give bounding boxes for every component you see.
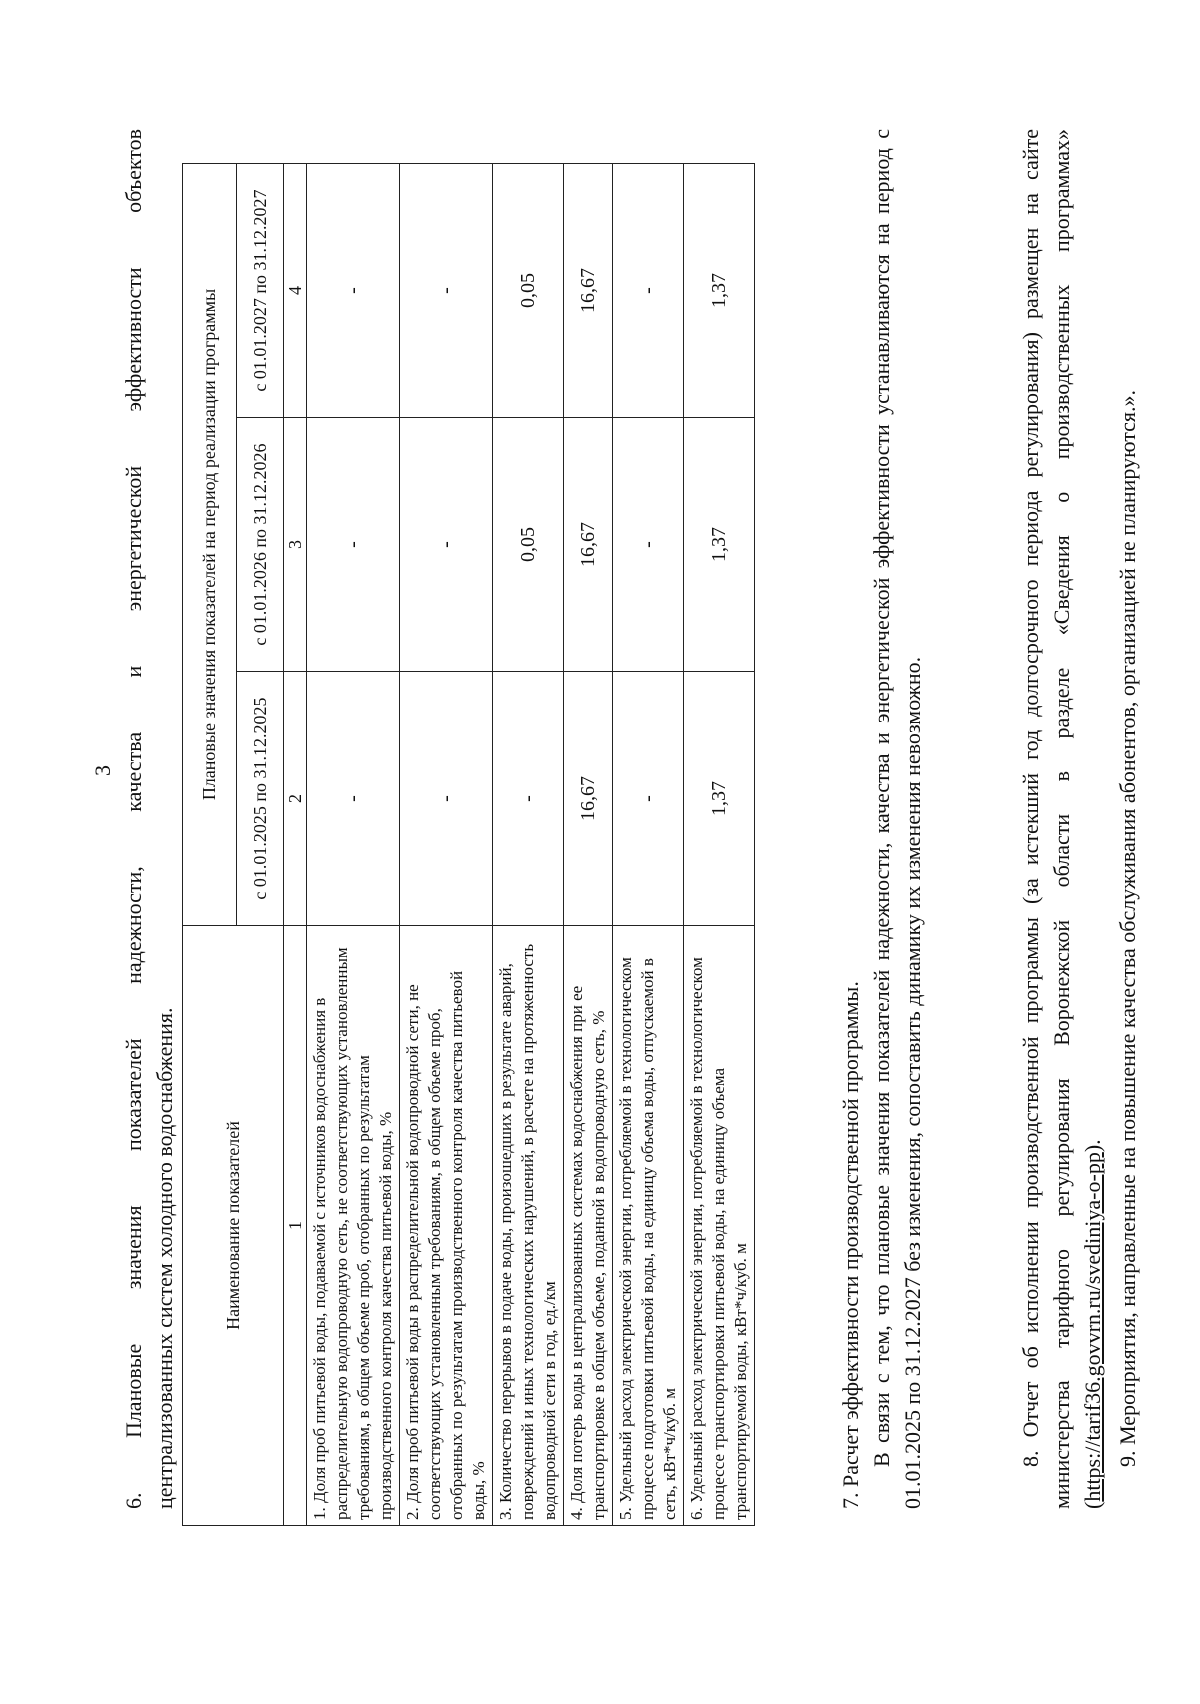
indicator-name: 3. Количество перерывов в подаче воды, произошедших в результате аварий, повреждений и иных технологических нарушений, в расчете на протяженность водопроводной сети в год, ед./км <box>493 926 564 1526</box>
section-6-heading-line1: 6. Плановые значения показателей надежности, качества и энергетической эффективности объектов <box>121 129 146 1509</box>
indicator-value: - <box>613 163 684 417</box>
table-row <box>493 163 564 1525</box>
header-period-2025: с 01.01.2025 по 31.12.2025 <box>236 672 283 926</box>
header-planned-values: Плановые значения показателей на период реализации программы <box>183 163 237 925</box>
section-8 <box>1015 129 1108 1509</box>
indicator-value: - <box>613 672 684 926</box>
indicator-name: 4. Доля потерь воды в централизованных системах водоснабжения при ее транспортировке в общем объеме, поданной в водопроводную сеть, % <box>564 926 613 1526</box>
indicator-value: - <box>307 672 400 926</box>
indicator-value: 0,05 <box>493 418 564 672</box>
table-row <box>307 163 400 1525</box>
section-8-tail: ). <box>1080 1139 1105 1153</box>
section-8-text: 8. Отчет об исполнении производственной программы (за истекший год долгосрочного периода регулирования) размещен на сайте министерства тарифного регулирования Воронежской области в разделе «Сведения о производственных программах» ( <box>1018 129 1105 1509</box>
indicator-value: - <box>493 672 564 926</box>
column-number: 3 <box>284 418 307 672</box>
indicator-name: 1. Доля проб питьевой воды, подаваемой с источников водоснабжения в распределительную водопроводную сеть, не соответствующих установленным требованиям, в общем объеме проб, отобранных по результатам производственного контроля качества питьевой воды, % <box>307 926 400 1526</box>
indicator-value: 16,67 <box>564 418 613 672</box>
table-row <box>400 163 493 1525</box>
table-row <box>613 163 684 1525</box>
indicator-value: - <box>307 163 400 417</box>
indicator-value: - <box>307 418 400 672</box>
table-row <box>684 163 755 1525</box>
table-column-numbers <box>284 163 307 1525</box>
indicator-value: 0,05 <box>493 163 564 417</box>
page-number: 3 <box>90 765 115 776</box>
section-7 <box>835 129 928 1509</box>
production-programs-link[interactable]: https://tarif36.govvrn.ru/svediniya-o-pp <box>1080 1152 1105 1502</box>
table-row <box>564 163 613 1525</box>
indicator-value: 16,67 <box>564 163 613 417</box>
indicator-value: 16,67 <box>564 672 613 926</box>
column-number: 1 <box>284 926 307 1526</box>
section-9 <box>1112 129 1143 1509</box>
header-period-2027: с 01.01.2027 по 31.12.2027 <box>236 163 283 417</box>
indicator-name: 2. Доля проб питьевой воды в распределительной водопроводной сети, не соответствующих установленным требованиям, в общем объеме проб, отобранных по результатам производственного контроля качества питьевой воды, % <box>400 926 493 1526</box>
header-period-2026: с 01.01.2026 по 31.12.2026 <box>236 418 283 672</box>
section-6-heading-line2: централизованных систем холодного водоснабжения. <box>152 1007 177 1509</box>
indicator-value: - <box>400 418 493 672</box>
section-6-heading <box>118 129 180 1509</box>
table-header-row <box>183 163 237 1525</box>
section-7-title: 7. Расчет эффективности производственной программы. <box>838 981 863 1509</box>
indicator-name: 6. Удельный расход электрической энергии, потребляемой в технологическом процессе транспортировки питьевой воды, на единицу объема транспортируемой воды, кВт*ч/куб. м <box>684 926 755 1526</box>
indicator-value: 1,37 <box>684 163 755 417</box>
indicator-value: - <box>400 163 493 417</box>
section-9-text: 9. Мероприятия, направленные на повышение качества обслуживания абонентов, организацией не планируются.». <box>1115 389 1140 1467</box>
indicator-value: - <box>400 672 493 926</box>
indicators-table <box>182 163 755 1526</box>
indicator-name: 5. Удельный расход электрической энергии, потребляемой в технологическом процессе подготовки питьевой воды, на единицу объема воды, отпускаемой в сеть, кВт*ч/куб. м <box>613 926 684 1526</box>
column-number: 2 <box>284 672 307 926</box>
header-indicator-name: Наименование показателей <box>183 926 284 1526</box>
indicator-value: 1,37 <box>684 418 755 672</box>
column-number: 4 <box>284 163 307 417</box>
indicator-value: 1,37 <box>684 672 755 926</box>
section-7-text: В связи с тем, что плановые значения показателей надежности, качества и энергетической эффективности устанавливаются на период с 01.01.2025 по 31.12.2027 без изменения, сопоставить динамику их изменения невозможно. <box>869 129 925 1509</box>
indicator-value: - <box>613 418 684 672</box>
